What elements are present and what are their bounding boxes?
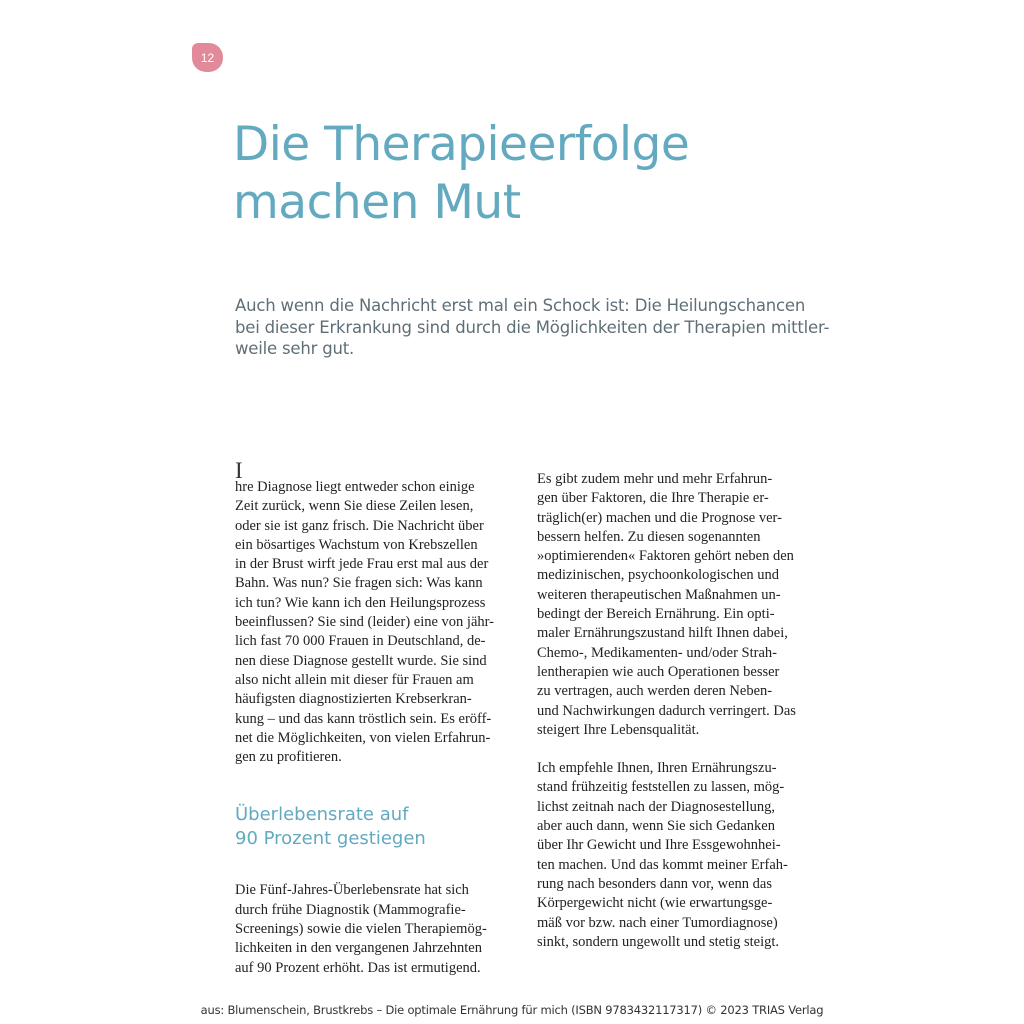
text-line: Es gibt zudem mehr und mehr Erfahrun- [537, 471, 773, 487]
lead-line: Auch wenn die Nachricht erst mal ein Schock ist: Die Heilungschancen [235, 296, 806, 315]
text-line: träglich(er) machen und die Prognose ver- [537, 509, 782, 526]
lead-paragraph [235, 295, 830, 360]
text-line: Screenings) sowie die vielen Therapiemög- [235, 921, 487, 938]
page-title [233, 116, 833, 232]
text-line: Chemo-, Medikamenten- und/oder Strah- [537, 644, 777, 661]
recommendation-paragraph [537, 759, 827, 952]
text-line: auf 90 Prozent erhöht. Das ist ermutigend. [235, 959, 481, 976]
text-line: beeinflussen? Sie sind (leider) eine von jähr- [235, 614, 495, 631]
text-line: ten machen. Und das kommt meiner Erfah- [537, 856, 788, 873]
text-line: häufigsten diagnostizierten Krebserkran- [235, 691, 472, 708]
text-line: »optimierenden« Faktoren gehört neben den [537, 548, 794, 565]
text-line: aber auch dann, wenn Sie sich Gedanken [537, 818, 775, 835]
left-column [235, 458, 525, 978]
text-line: Zeit zurück, wenn Sie diese Zeilen lesen, [235, 498, 474, 515]
text-line: nen diese Diagnose gestellt wurde. Sie sind [235, 652, 487, 669]
text-line: bessern helfen. Zu diesen sogenannten [537, 528, 761, 545]
text-line: Bahn. Was nun? Sie fragen sich: Was kann [235, 575, 483, 592]
section-subheading [235, 803, 525, 851]
lead-line: weile sehr gut. [235, 339, 355, 358]
text-line: ein bösartiges Wachstum von Krebszellen [235, 536, 478, 553]
text-line: zu vertragen, auch werden deren Neben- [537, 683, 773, 700]
text-line: über Ihr Gewicht und Ihre Essgewohnhei- [537, 837, 781, 854]
text-line-rest: hre Diagnose liegt entweder schon einige [235, 479, 475, 495]
text-line: rung nach besonders dann vor, wenn das [537, 875, 772, 892]
text-line: durch frühe Diagnostik (Mammografie- [235, 901, 466, 918]
text-line: sinkt, sondern ungewollt und stetig steigt. [537, 933, 780, 950]
text-line: medizinischen, psychoonkologischen und [537, 567, 780, 584]
text-line: gen zu profitieren. [235, 749, 342, 766]
text-line: mäß vor bzw. nach einer Tumordiagnose) [537, 914, 778, 931]
text-line: lich fast 70 000 Frauen in Deutschland, de- [235, 633, 486, 650]
intro-paragraph [235, 458, 525, 767]
source-footer: aus: Blumenschein, Brustkrebs – Die optimale Ernährung für mich (ISBN 9783432117317) © 2023 TRIAS Verlag [200, 1003, 824, 1017]
lead-line: bei dieser Erkrankung sind durch die Möglichkeiten der Therapien mittler- [235, 317, 830, 337]
text-line: net die Möglichkeiten, von vielen Erfahrun- [235, 729, 491, 746]
text-line: lichkeiten in den vergangenen Jahrzehnten [235, 940, 482, 957]
text-line: und Nachwirkungen dadurch verringert. Das [537, 702, 796, 719]
title-line: Die Therapieerfolge [233, 117, 690, 172]
text-line: weiteren therapeutischen Maßnahmen un- [537, 586, 781, 603]
title-line: machen Mut [233, 175, 521, 230]
text-line: Ich empfehle Ihnen, Ihren Ernährungszu- [537, 760, 777, 777]
text-line: ich tun? Wie kann ich den Heilungsprozess [235, 594, 486, 611]
text-line: in der Brust wirft jede Frau erst mal aus der [235, 556, 489, 573]
text-line: oder sie ist ganz frisch. Die Nachricht über [235, 517, 484, 534]
text-line: stand frühzeitig feststellen zu lassen, mög- [537, 779, 785, 796]
text-line: Die Fünf-Jahres-Überlebensrate hat sich [235, 882, 469, 899]
text-line: gen über Faktoren, die Ihre Therapie er- [537, 490, 769, 507]
survival-paragraph [235, 881, 525, 977]
text-line: lentherapien wie auch Operationen besser [537, 663, 780, 680]
page-number-badge: 12 [192, 43, 223, 72]
text-line: kung – und das kann tröstlich sein. Es eröff- [235, 710, 492, 727]
text-line: bedingt der Bereich Ernährung. Ein opti- [537, 606, 775, 623]
subheading-line: 90 Prozent gestiegen [235, 828, 426, 850]
right-column [537, 470, 827, 952]
text-line: Körpergewicht nicht (wie erwartungsge- [537, 895, 773, 912]
subheading-line: Überlebensrate auf [235, 804, 409, 826]
text-line: also nicht allein mit dieser für Frauen am [235, 671, 474, 688]
text-line: maler Ernährungszustand hilft Ihnen dabei, [537, 625, 788, 642]
drop-cap: I [235, 458, 243, 483]
factors-paragraph [537, 470, 827, 740]
text-line [235, 458, 525, 497]
text-line: steigert Ihre Lebensqualität. [537, 721, 700, 738]
text-line: lichst zeitnah nach der Diagnosestellung, [537, 798, 775, 815]
